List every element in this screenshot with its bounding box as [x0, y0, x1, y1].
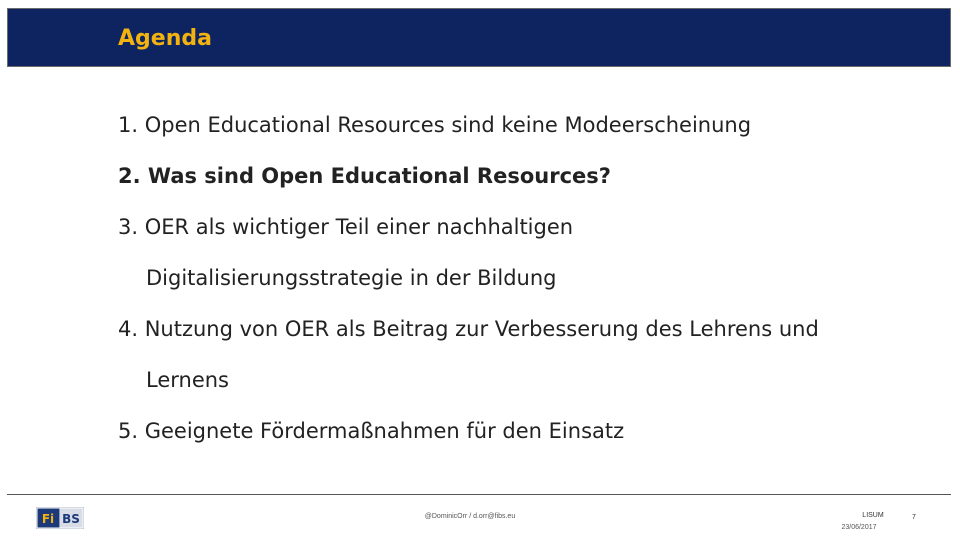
- header-bar: [7, 8, 951, 67]
- logo-text-bs: BS: [62, 512, 80, 526]
- agenda-item-3-continuation: Digitalisierungsstrategie in der Bildung: [146, 266, 557, 290]
- slide-title: Agenda: [118, 26, 212, 51]
- agenda-item-1: 1. Open Educational Resources sind keine Modeerscheinung: [118, 113, 752, 137]
- logo-text-fi: Fi: [41, 512, 55, 526]
- agenda-item-5: 5. Geeignete Fördermaßnahmen für den Einsatz: [118, 419, 625, 443]
- agenda-item-2: 2. Was sind Open Educational Resources?: [118, 164, 611, 188]
- agenda-item-4-continuation: Lernens: [146, 368, 229, 392]
- footer-divider: [7, 494, 951, 495]
- agenda-item-4: 4. Nutzung von OER als Beitrag zur Verbesserung des Lehrens und: [118, 317, 819, 341]
- footer-event: LISUM: [862, 512, 884, 519]
- agenda-item-3: 3. OER als wichtiger Teil einer nachhaltigen: [118, 215, 574, 239]
- agenda-list: [118, 100, 918, 457]
- footer-contact: @DominicOrr / d.orr@fibs.eu: [424, 513, 516, 520]
- page-number: 7: [912, 514, 916, 521]
- footer-date: 23/06/2017: [841, 524, 877, 531]
